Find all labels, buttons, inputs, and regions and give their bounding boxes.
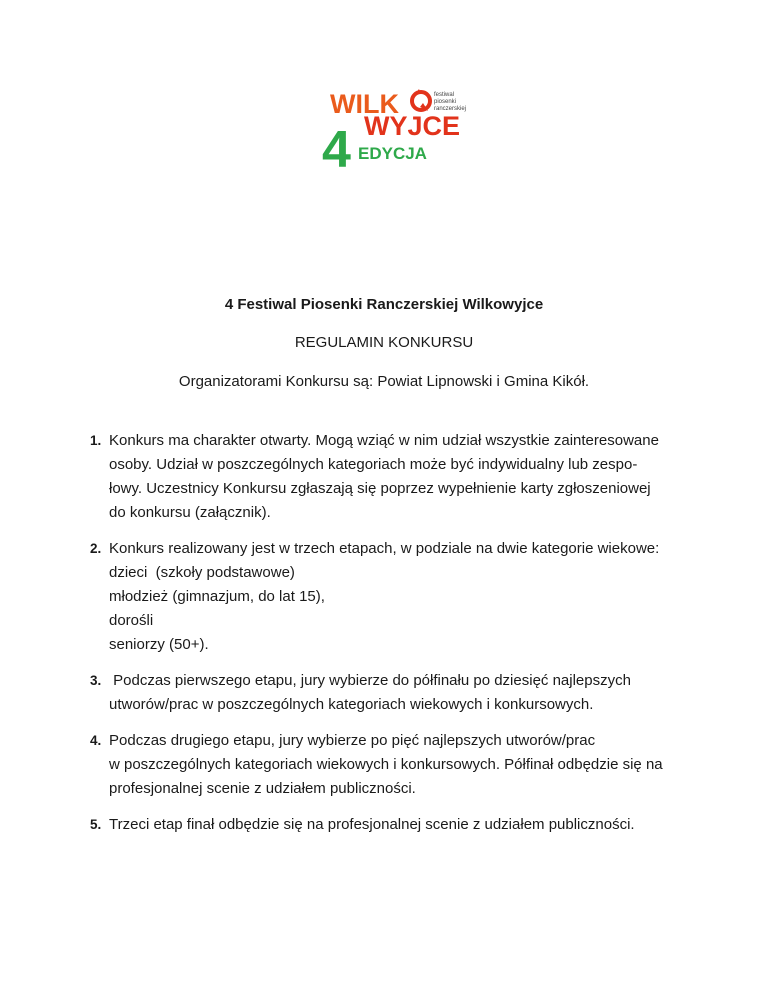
rule-number: 2. <box>90 541 102 556</box>
rule-number: 3. <box>90 673 102 688</box>
rule-line: łowy. Uczestnicy Konkursu zgłaszają się poprzez wypełnienie karty zgłoszeniowej <box>109 480 651 497</box>
rule-line: Konkurs realizowany jest w trzech etapach, w podziale na dwie kategorie wiekowe: <box>109 540 660 557</box>
rule-item-3 <box>90 669 710 717</box>
rule-line: młodzież (gimnazjum, do lat 15), <box>109 588 325 605</box>
rule-line: dorośli <box>109 612 154 629</box>
rule-line: utworów/prac w poszczególnych kategoriach wiekowych i konkursowych. <box>109 696 594 713</box>
rule-number: 5. <box>90 817 102 832</box>
rule-line: do konkursu (załącznik). <box>109 504 271 521</box>
rule-line: Podczas pierwszego etapu, jury wybierze do półfinału po dziesięć najlepszych <box>109 672 631 689</box>
rule-number: 4. <box>90 733 102 748</box>
logo-wyjce-text: WYJCE <box>364 111 461 141</box>
rule-line: Konkurs ma charakter otwarty. Mogą wziąć w nim udział wszystkie zainteresowane <box>109 432 659 449</box>
document-title: 4 Festiwal Piosenki Ranczerskiej Wilkowyjce <box>224 296 544 313</box>
rule-number: 1. <box>90 433 102 448</box>
logo-edition-number: 4 <box>322 121 351 179</box>
rule-line: w poszczególnych kategoriach wiekowych i konkursowych. Półfinał odbędzie się na <box>109 756 663 773</box>
rule-line: osoby. Udział w poszczególnych kategoriach może być indywidualny lub zespo- <box>109 456 638 473</box>
rule-item-2 <box>90 537 710 657</box>
document-subtitle: REGULAMIN KONKURSU <box>294 334 474 351</box>
rule-item-5 <box>90 813 710 837</box>
organizers-statement: Organizatorami Konkursu są: Powiat Lipnowski i Gmina Kikół. <box>178 373 590 390</box>
rule-line: Podczas drugiego etapu, jury wybierze po pięć najlepszych utworów/prac <box>109 732 596 749</box>
logo-edycja-text: EDYCJA <box>358 144 427 163</box>
festival-logo <box>322 86 482 179</box>
rule-item-4 <box>90 729 710 801</box>
logo-small-caption: festiwal piosenki ranczerskiej <box>434 92 467 112</box>
rule-line: profesjonalnej scenie z udziałem publiczności. <box>109 780 416 797</box>
rule-item-1 <box>90 429 710 525</box>
rule-line: dzieci (szkoły podstawowe) <box>109 564 295 581</box>
logo-wilko-text: WILK <box>330 89 399 119</box>
rule-line: Trzeci etap finał odbędzie się na profesjonalnej scenie z udziałem publiczności. <box>109 816 635 833</box>
rule-line: seniorzy (50+). <box>109 636 209 653</box>
rules-list <box>90 429 710 849</box>
